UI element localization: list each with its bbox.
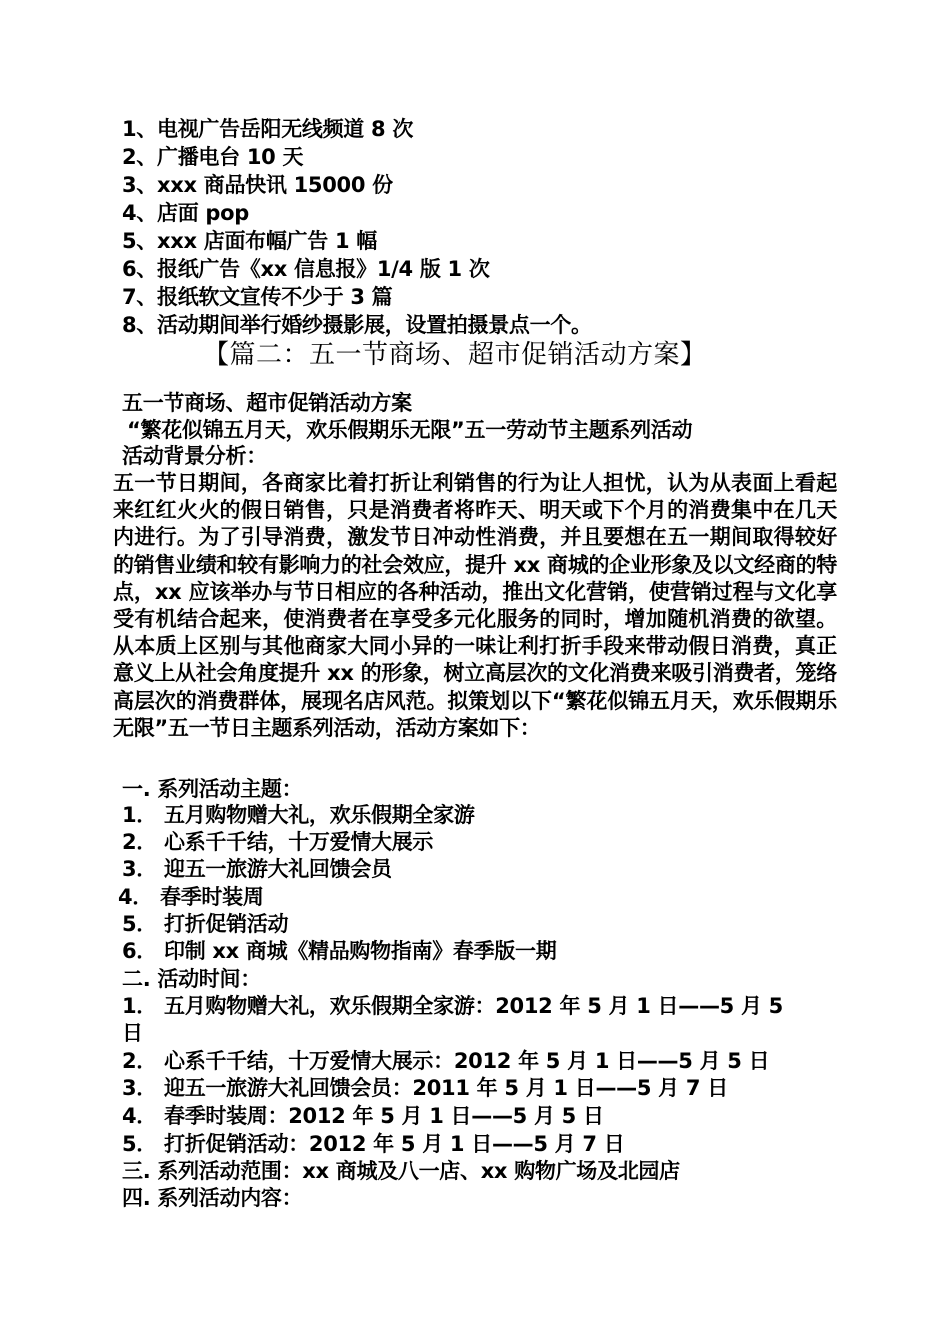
promo-item: 7、报纸软文宣传不少于 3 篇 (122, 285, 393, 309)
section3-line: 三. 系列活动范围：xx 商城及八一店、xx 购物广场及北园店 (122, 1159, 680, 1183)
section2-item-continuation: 日 (122, 1021, 143, 1045)
section1-heading: 一. 系列活动主题： (122, 777, 303, 801)
promo-item: 1、电视广告岳阳无线频道 8 次 (122, 117, 414, 141)
background-heading: 活动背景分析： (122, 444, 267, 468)
promo-item: 3、xxx 商品快讯 15000 份 (122, 173, 393, 197)
section1-item: 2． 心系千千结，十万爱情大展示 (122, 830, 434, 854)
section2-item: 5． 打折促销活动：2012 年 5 月 1 日——5 月 7 日 (122, 1132, 625, 1156)
background-paragraph: 五一节日期间，各商家比着打折让利销售的行为让人担忧，认为从表面上看起来红红火火的假日销售，只是消费者将昨天、明天或下个月的消费集中在几天内进行。为了引导消费，激发节日冲动性消费，并且要想在五一期间取得较好的销售业绩和较有影响力的社会效应，提升 xx 商城的企业形象及以文经商的特点，xx 应该举办与节日相应的各种活动，推出文化营销，使营销过程与文化享受有机结合起来，使消费者在享受多元化服务的同时，增加随机消费的欲望。从本质上区别与其他商家大同小异的一味让利打折手段来带动假日消费，真正意义上从社会角度提升 xx 的形象，树立高层次的文化消费来吸引消费者，笼络高层次的消费群体，展现名店风范。拟策划以下“繁花似锦五月天，欢乐假期乐无限”五一节日主题系列活动，活动方案如下： (113, 471, 837, 740)
section1-item: 6． 印制 xx 商城《精品购物指南》春季版一期 (122, 939, 557, 963)
section2-item: 3． 迎五一旅游大礼回馈会员：2011 年 5 月 1 日——5 月 7 日 (122, 1076, 728, 1100)
doc-title: 五一节商场、超市促销活动方案 (122, 391, 412, 415)
section2-heading: 二. 活动时间： (122, 967, 261, 991)
promo-item: 4、店面 pop (122, 201, 250, 225)
section1-item: 1． 五月购物赠大礼，欢乐假期全家游 (122, 803, 475, 827)
section4-heading: 四. 系列活动内容： (122, 1186, 303, 1210)
section1-item: 3． 迎五一旅游大礼回馈会员 (122, 857, 392, 881)
section1-item: 4． 春季时装周 (118, 885, 264, 909)
promo-item: 5、xxx 店面布幅广告 1 幅 (122, 229, 377, 253)
theme-line: “繁花似锦五月天，欢乐假期乐无限”五一劳动节主题系列活动 (127, 418, 693, 442)
section2-item: 2． 心系千千结，十万爱情大展示：2012 年 5 月 1 日——5 月 5 日 (122, 1049, 770, 1073)
section-heading: 【篇二：五一节商场、超市促销活动方案】 (203, 340, 707, 370)
promo-item: 6、报纸广告《xx 信息报》1/4 版 1 次 (122, 257, 490, 281)
promo-item: 2、广播电台 10 天 (122, 145, 304, 169)
section1-item: 5． 打折促销活动 (122, 912, 289, 936)
section2-item: 4． 春季时装周：2012 年 5 月 1 日——5 月 5 日 (122, 1104, 604, 1128)
promo-item: 8、活动期间举行婚纱摄影展，设置拍摄景点一个。 (122, 313, 592, 337)
section2-item: 1． 五月购物赠大礼，欢乐假期全家游：2012 年 5 月 1 日——5 月 5 (122, 994, 783, 1018)
